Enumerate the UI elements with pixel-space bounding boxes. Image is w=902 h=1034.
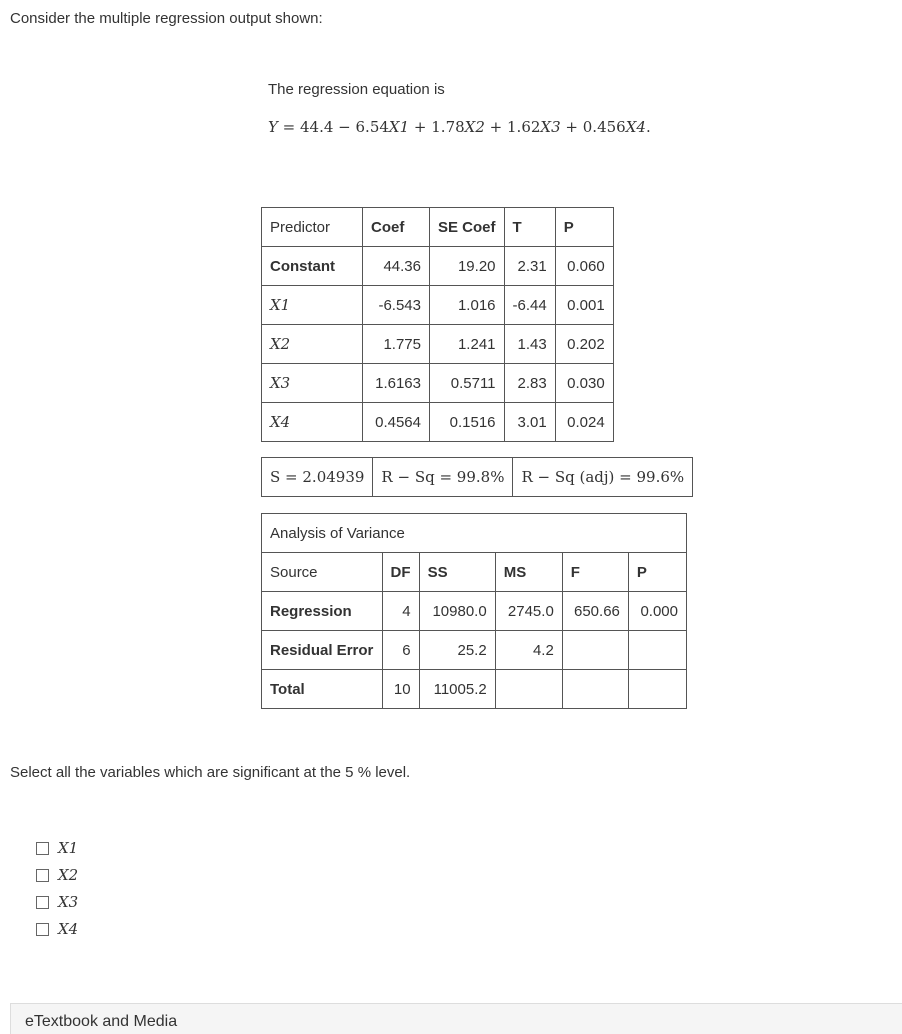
predictor-cell: Constant bbox=[262, 247, 363, 286]
table-row bbox=[262, 592, 687, 631]
option-label: X3 bbox=[58, 893, 79, 911]
predictor-cell: X1 bbox=[262, 286, 363, 325]
f-cell: 650.66 bbox=[562, 592, 628, 631]
header-source: Source bbox=[262, 553, 383, 592]
ms-cell bbox=[495, 670, 562, 709]
p-cell: 0.060 bbox=[555, 247, 613, 286]
question-prompt: Select all the variables which are significant at the 5 % level. bbox=[10, 764, 411, 781]
t-cell: 2.31 bbox=[504, 247, 555, 286]
equation-heading: The regression equation is bbox=[268, 81, 445, 98]
p-cell: 0.024 bbox=[555, 403, 613, 442]
table-header-row bbox=[262, 208, 614, 247]
checkbox[interactable] bbox=[36, 842, 49, 855]
coef-cell: 1.6163 bbox=[363, 364, 430, 403]
p-cell: 0.001 bbox=[555, 286, 613, 325]
se-coef-cell: 0.5711 bbox=[430, 364, 505, 403]
se-coef-cell: 1.016 bbox=[430, 286, 505, 325]
option-x3[interactable] bbox=[36, 891, 78, 913]
t-cell: 3.01 bbox=[504, 403, 555, 442]
header-ms: MS bbox=[495, 553, 562, 592]
table-title-row bbox=[262, 514, 687, 553]
table-row bbox=[262, 670, 687, 709]
source-cell: Total bbox=[262, 670, 383, 709]
f-cell bbox=[562, 631, 628, 670]
table-row bbox=[262, 631, 687, 670]
header-f: F bbox=[562, 553, 628, 592]
source-cell: Regression bbox=[262, 592, 383, 631]
checkbox[interactable] bbox=[36, 896, 49, 909]
header-t: T bbox=[504, 208, 555, 247]
f-cell bbox=[562, 670, 628, 709]
option-x2[interactable] bbox=[36, 864, 78, 886]
model-summary-table bbox=[261, 457, 693, 497]
option-x1[interactable] bbox=[36, 837, 78, 859]
checkbox[interactable] bbox=[36, 869, 49, 882]
header-df: DF bbox=[382, 553, 419, 592]
predictor-cell: X3 bbox=[262, 364, 363, 403]
t-cell: 1.43 bbox=[504, 325, 555, 364]
se-coef-cell: 0.1516 bbox=[430, 403, 505, 442]
p-cell: 0.000 bbox=[628, 592, 686, 631]
header-se-coef: SE Coef bbox=[430, 208, 505, 247]
p-cell: 0.030 bbox=[555, 364, 613, 403]
table-row bbox=[262, 458, 693, 497]
anova-table bbox=[261, 513, 687, 709]
header-predictor: Predictor bbox=[262, 208, 363, 247]
regression-equation: Y = 44.4 − 6.54X1 + 1.78X2 + 1.62X3 + 0.456X4. bbox=[268, 118, 651, 136]
table-row bbox=[262, 364, 614, 403]
predictor-cell: X2 bbox=[262, 325, 363, 364]
option-x4[interactable] bbox=[36, 918, 78, 940]
table-row bbox=[262, 286, 614, 325]
s-value: S = 2.04939 bbox=[262, 458, 373, 497]
coef-cell: 0.4564 bbox=[363, 403, 430, 442]
table-header-row bbox=[262, 553, 687, 592]
header-ss: SS bbox=[419, 553, 495, 592]
coef-cell: 44.36 bbox=[363, 247, 430, 286]
t-cell: -6.44 bbox=[504, 286, 555, 325]
coef-cell: 1.775 bbox=[363, 325, 430, 364]
etextbook-panel[interactable] bbox=[10, 1003, 902, 1034]
table-row bbox=[262, 247, 614, 286]
option-label: X2 bbox=[58, 866, 79, 884]
r-squared-adj-value: R − Sq (adj) = 99.6% bbox=[513, 458, 693, 497]
r-squared-value: R − Sq = 99.8% bbox=[373, 458, 513, 497]
header-coef: Coef bbox=[363, 208, 430, 247]
ms-cell: 2745.0 bbox=[495, 592, 562, 631]
df-cell: 6 bbox=[382, 631, 419, 670]
question-intro: Consider the multiple regression output shown: bbox=[10, 10, 323, 27]
ss-cell: 11005.2 bbox=[419, 670, 495, 709]
etextbook-label: eTextbook and Media bbox=[25, 1013, 178, 1030]
header-p: P bbox=[555, 208, 613, 247]
table-row bbox=[262, 325, 614, 364]
coef-cell: -6.543 bbox=[363, 286, 430, 325]
option-label: X1 bbox=[58, 839, 79, 857]
se-coef-cell: 1.241 bbox=[430, 325, 505, 364]
checkbox[interactable] bbox=[36, 923, 49, 936]
source-cell: Residual Error bbox=[262, 631, 383, 670]
se-coef-cell: 19.20 bbox=[430, 247, 505, 286]
coefficient-table bbox=[261, 207, 614, 442]
option-label: X4 bbox=[58, 920, 79, 938]
anova-title: Analysis of Variance bbox=[262, 514, 687, 553]
p-cell: 0.202 bbox=[555, 325, 613, 364]
df-cell: 4 bbox=[382, 592, 419, 631]
t-cell: 2.83 bbox=[504, 364, 555, 403]
ss-cell: 25.2 bbox=[419, 631, 495, 670]
table-row bbox=[262, 403, 614, 442]
ms-cell: 4.2 bbox=[495, 631, 562, 670]
df-cell: 10 bbox=[382, 670, 419, 709]
predictor-cell: X4 bbox=[262, 403, 363, 442]
ss-cell: 10980.0 bbox=[419, 592, 495, 631]
p-cell bbox=[628, 631, 686, 670]
p-cell bbox=[628, 670, 686, 709]
header-p: P bbox=[628, 553, 686, 592]
